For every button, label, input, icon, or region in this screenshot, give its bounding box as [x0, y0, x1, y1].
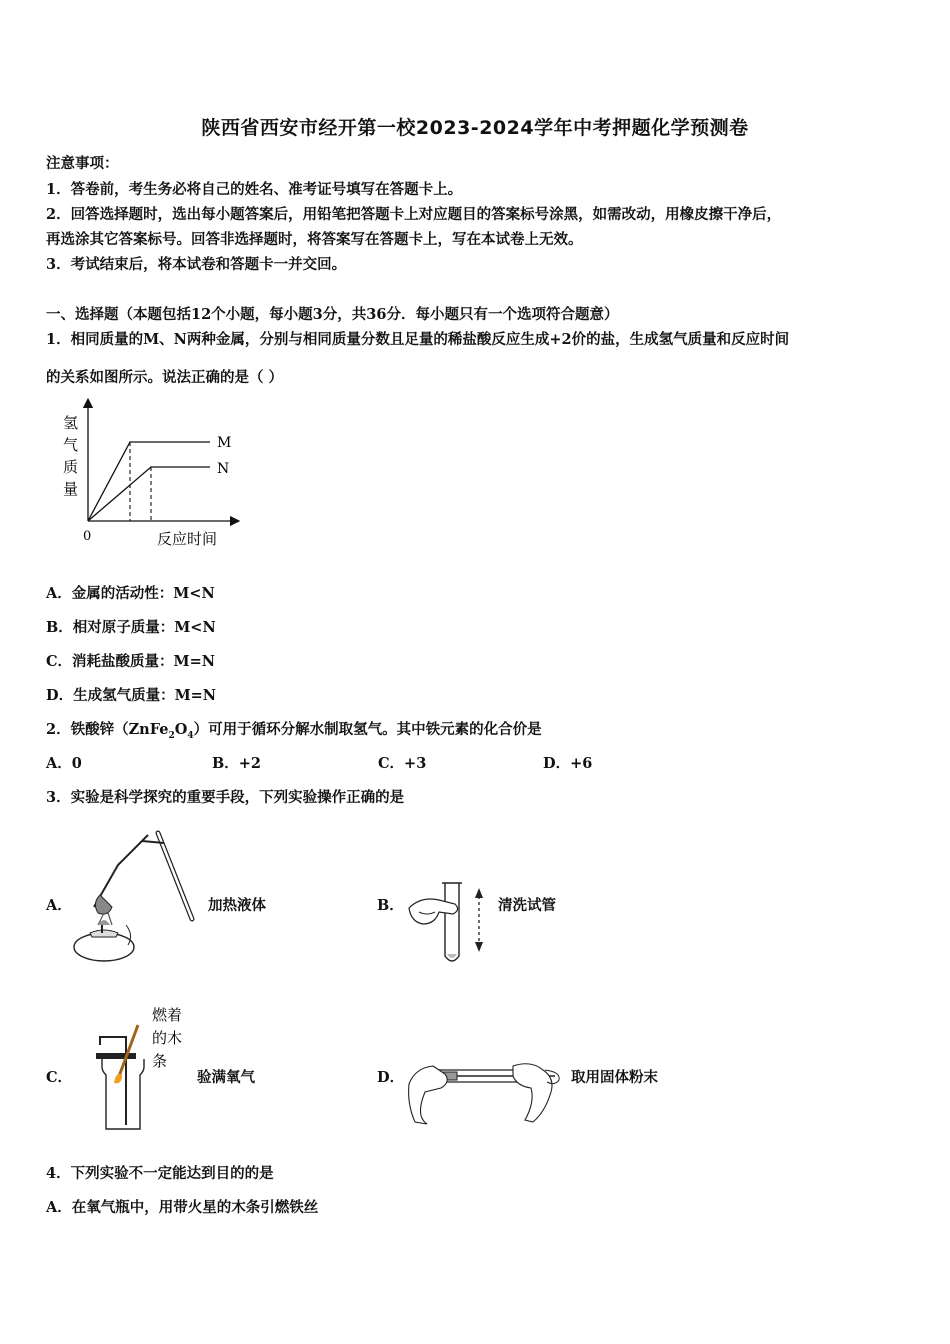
- q1-graph: [55, 395, 255, 555]
- q2-option-a: A．0: [46, 755, 82, 772]
- q4-option-a: A．在氧气瓶中，用带火星的木条引燃铁丝: [46, 1199, 319, 1216]
- q3-option-c-letter: C．: [46, 1069, 73, 1086]
- origin-label: 0: [83, 529, 92, 544]
- q3-stem: 3．实验是科学探究的重要手段，下列实验操作正确的是: [46, 789, 405, 806]
- curve-n: [88, 467, 210, 521]
- note-char: 的木: [152, 1029, 183, 1047]
- q1-option-a: A．金属的活动性：M<N: [46, 585, 215, 602]
- x-axis-label: 反应时间: [157, 530, 218, 548]
- notice-item: 2．回答选择题时，选出每小题答案后，用铅笔把答题卡上对应题目的答案标号涂黑，如需改动，用橡皮擦干净后，: [46, 206, 782, 223]
- q3-option-d-caption: 取用固体粉末: [571, 1069, 658, 1086]
- q1-option-d: D．生成氢气质量：M=N: [46, 687, 217, 704]
- solid-powder-illustration: [405, 1050, 565, 1130]
- y-label-char: 氢: [63, 414, 79, 432]
- q3-option-c-caption: 验满氧气: [197, 1069, 255, 1086]
- heating-liquid-illustration: [68, 825, 208, 970]
- series-label-n: N: [217, 461, 230, 477]
- notice-item: 1．答卷前，考生务必将自己的姓名、准考证号填写在答题卡上。: [46, 181, 463, 198]
- q2-option-c: C．+3: [378, 755, 427, 772]
- y-label-char: 量: [63, 480, 79, 498]
- q2-stem-prefix: 2．铁酸锌（ZnFe: [46, 721, 169, 738]
- q2-stem: [46, 718, 542, 741]
- notice-item: 再选涂其它答案标号。回答非选择题时，将答案写在答题卡上，写在本试卷上无效。: [46, 231, 583, 248]
- q2-sub: 4: [187, 730, 194, 741]
- q3-option-b-letter: B．: [377, 897, 404, 914]
- note-char: 条: [152, 1052, 168, 1070]
- exam-title: 陕西省西安市经开第一校2023-2024学年中考押题化学预测卷: [201, 117, 749, 139]
- y-label-char: 气: [63, 436, 79, 454]
- notice-heading: 注意事项：: [46, 155, 119, 172]
- q2-stem-suffix: ）可用于循环分解水制取氢气。其中铁元素的化合价是: [193, 721, 542, 738]
- q3-option-a-letter: A．: [46, 897, 72, 914]
- q1-option-b: B．相对原子质量：M<N: [46, 619, 216, 636]
- q1-option-c: C．消耗盐酸质量：M=N: [46, 653, 215, 670]
- series-label-m: M: [217, 435, 232, 451]
- q1-stem: 的关系如图所示。说法正确的是（ ）: [46, 369, 284, 386]
- curve-m: [88, 442, 210, 521]
- q3-option-d-letter: D．: [377, 1069, 405, 1086]
- notice-item: 3．考试结束后，将本试卷和答题卡一并交回。: [46, 256, 347, 273]
- q4-stem: 4．下列实验不一定能达到目的的是: [46, 1165, 274, 1182]
- q3-option-b-caption: 清洗试管: [498, 897, 556, 914]
- q3-option-a-caption: 加热液体: [208, 897, 266, 914]
- note-char: 燃着: [152, 1006, 183, 1024]
- y-label-char: 质: [63, 458, 79, 476]
- q2-option-b: B．+2: [212, 755, 261, 772]
- cleaning-test-tube-illustration: [405, 878, 495, 973]
- oxygen-full-test-illustration: [92, 1005, 192, 1135]
- q2-option-d: D．+6: [543, 755, 593, 772]
- q2-sub: 2: [168, 730, 175, 741]
- section-heading: 一、选择题（本题包括12个小题，每小题3分，共36分．每小题只有一个选项符合题意）: [46, 306, 619, 323]
- q2-stem-mid: O: [174, 721, 188, 738]
- q1-stem: 1．相同质量的M、N两种金属，分别与相同质量分数且足量的稀盐酸反应生成+2价的盐，生成氢气质量和反应时间: [46, 331, 790, 348]
